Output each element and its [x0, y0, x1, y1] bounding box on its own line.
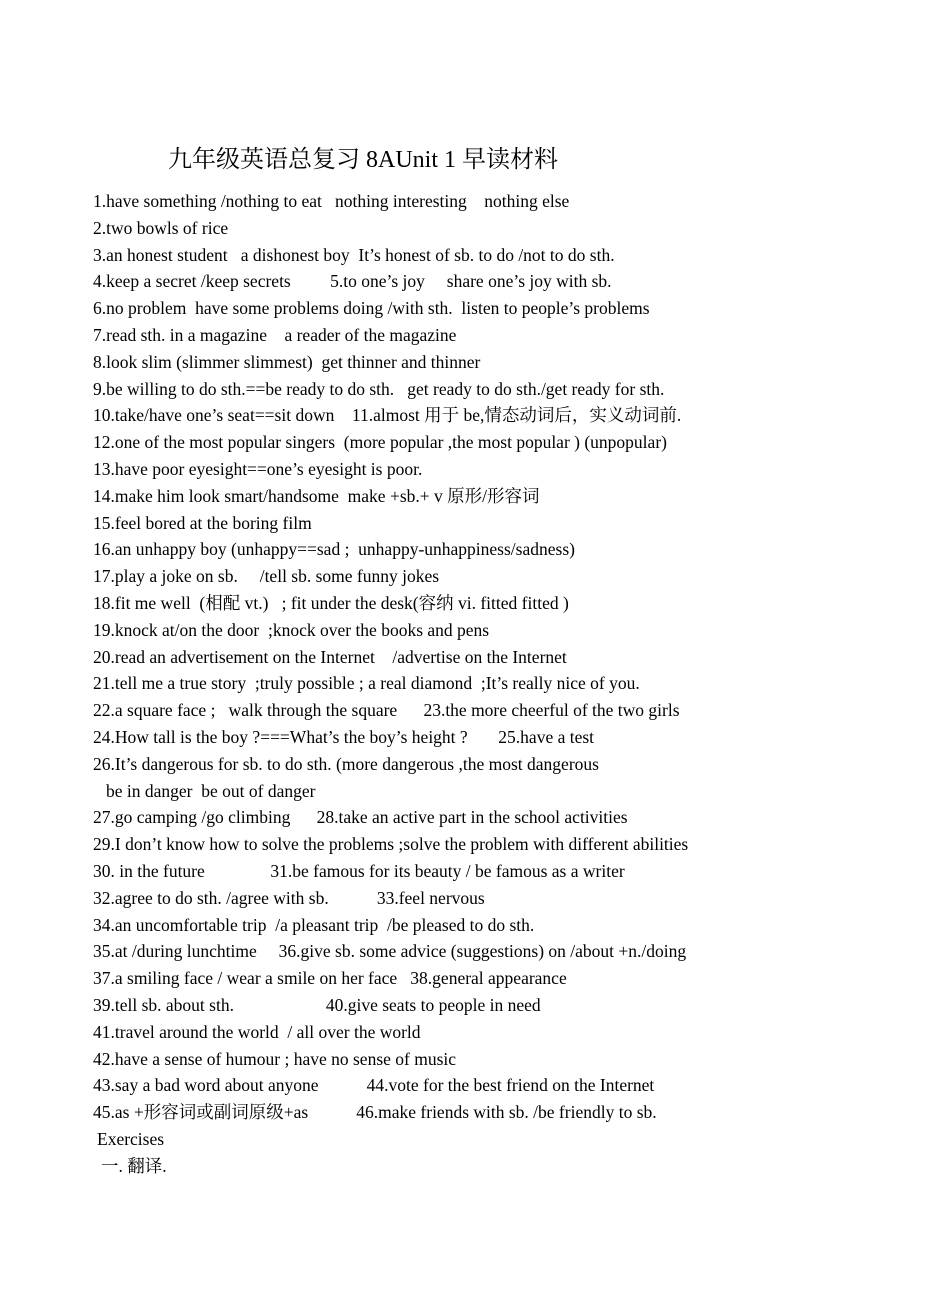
list-item: 35.at /during lunchtime 36.give sb. some advice (suggestions) on /about +n./doing: [93, 941, 687, 962]
list-item: 16.an unhappy boy (unhappy==sad ; unhappy-unhappiness/sadness): [93, 539, 575, 560]
list-item: 41.travel around the world / all over the world: [93, 1021, 421, 1042]
list-item: 9.be willing to do sth.==be ready to do sth. get ready to do sth./get ready for sth.: [93, 378, 665, 399]
list-item: 12.one of the most popular singers (more popular ,the most popular ) (unpopular): [93, 432, 667, 453]
list-item: 4.keep a secret /keep secrets 5.to one’s joy share one’s joy with sb.: [93, 271, 612, 292]
list-item: 43.say a bad word about anyone 44.vote for the best friend on the Internet: [93, 1075, 655, 1096]
document-title: 九年级英语总复习 8AUnit 1 早读材料: [168, 147, 558, 173]
list-item: 45.as +形容词或副词原级+as 46.make friends with sb. /be friendly to sb.: [93, 1102, 657, 1123]
list-item: 18.fit me well (相配 vt.) ; fit under the desk(容纳 vi. fitted fitted ): [93, 592, 569, 613]
list-item: 8.look slim (slimmer slimmest) get thinner and thinner: [93, 351, 481, 372]
list-item: 42.have a sense of humour ; have no sense of music: [93, 1048, 457, 1069]
list-item: 37.a smiling face / wear a smile on her face 38.general appearance: [93, 968, 567, 989]
exercises-heading: Exercises: [97, 1128, 165, 1149]
list-item: 2.two bowls of rice: [93, 217, 229, 238]
list-item: 21.tell me a true story ;truly possible ; a real diamond ;It’s really nice of you.: [93, 673, 640, 694]
list-item: 14.make him look smart/handsome make +sb.+ v 原形/形容词: [93, 485, 540, 506]
list-item: 13.have poor eyesight==one’s eyesight is poor.: [93, 458, 423, 479]
list-item: 1.have something /nothing to eat nothing interesting nothing else: [93, 191, 570, 211]
list-item: 24.How tall is the boy ?===What’s the boy’s height ? 25.have a test: [93, 726, 595, 747]
list-item: 26.It’s dangerous for sb. to do sth. (more dangerous ,the most dangerous: [93, 753, 599, 774]
list-item: 6.no problem have some problems doing /with sth. listen to people’s problems: [93, 298, 650, 319]
list-item-continuation: be in danger be out of danger: [106, 780, 316, 801]
list-item: 22.a square face ; walk through the square 23.the more cheerful of the two girls: [93, 700, 680, 721]
list-item: 15.feel bored at the boring film: [93, 512, 312, 533]
list-item: 27.go camping /go climbing 28.take an active part in the school activities: [93, 807, 628, 828]
list-item: 10.take/have one’s seat==sit down 11.almost 用于 be,情态动词后，实义动词前.: [93, 405, 682, 426]
list-item: 7.read sth. in a magazine a reader of the magazine: [93, 324, 457, 345]
vocabulary-list: [93, 188, 933, 1179]
list-item: 32.agree to do sth. /agree with sb. 33.feel nervous: [93, 887, 485, 908]
list-item: 34.an uncomfortable trip /a pleasant trip /be pleased to do sth.: [93, 914, 535, 935]
list-item: 19.knock at/on the door ;knock over the books and pens: [93, 619, 490, 640]
section-heading: 一. 翻译.: [101, 1155, 167, 1176]
list-item: 17.play a joke on sb. /tell sb. some funny jokes: [93, 566, 440, 587]
list-item: 30. in the future 31.be famous for its beauty / be famous as a writer: [93, 860, 625, 881]
list-item: 3.an honest student a dishonest boy It’s honest of sb. to do /not to do sth.: [93, 244, 615, 265]
list-item: 29.I don’t know how to solve the problems ;solve the problem with different abilities: [93, 834, 689, 855]
list-item: 20.read an advertisement on the Internet /advertise on the Internet: [93, 646, 567, 667]
list-item: 39.tell sb. about sth. 40.give seats to people in need: [93, 994, 541, 1015]
